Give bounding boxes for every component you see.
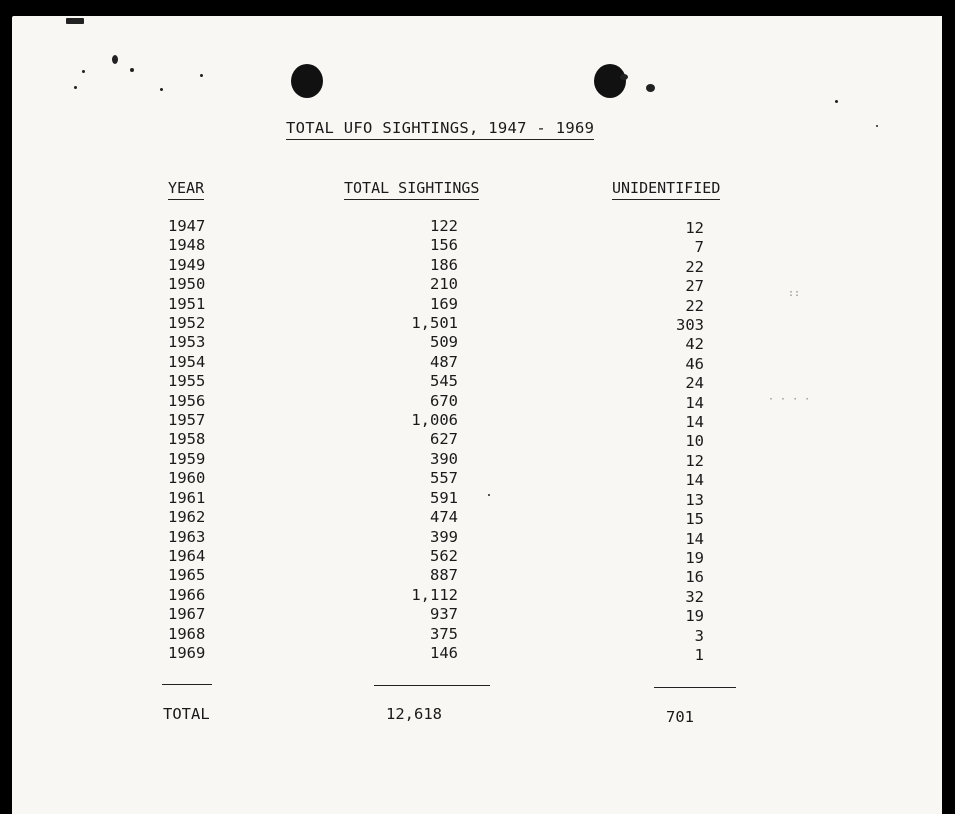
ink-speck bbox=[620, 74, 628, 80]
cell-year: 1951 bbox=[168, 294, 206, 313]
ink-speck bbox=[488, 494, 490, 496]
cell-total-sightings: 545 bbox=[430, 372, 458, 391]
cell-unidentified: 24 bbox=[685, 374, 704, 393]
cell-year: 1966 bbox=[168, 585, 206, 604]
ink-speck bbox=[130, 68, 134, 72]
cell-total-sightings: 122 bbox=[430, 217, 458, 235]
ink-speck bbox=[66, 18, 84, 24]
cell-year: 1957 bbox=[168, 411, 206, 430]
ink-speck bbox=[82, 70, 85, 73]
total-sightings-column bbox=[340, 217, 458, 663]
cell-unidentified: 14 bbox=[685, 529, 704, 548]
cell-total-sightings: 186 bbox=[430, 255, 458, 274]
ink-speck bbox=[112, 55, 118, 64]
sightings-total-rule bbox=[374, 685, 490, 686]
cell-unidentified: 19 bbox=[685, 548, 704, 567]
cell-year: 1955 bbox=[168, 372, 206, 391]
cell-total-sightings: 627 bbox=[430, 430, 458, 449]
cell-total-sightings: 1,006 bbox=[411, 411, 458, 430]
cell-total-sightings: 562 bbox=[430, 546, 458, 565]
cell-year: 1954 bbox=[168, 352, 206, 371]
cell-year: 1958 bbox=[168, 430, 206, 449]
cell-total-sightings: 156 bbox=[430, 236, 458, 255]
cell-total-sightings: 887 bbox=[430, 566, 458, 585]
unidentified-column bbox=[640, 219, 704, 665]
cell-year: 1953 bbox=[168, 333, 206, 352]
scan-border-top bbox=[0, 0, 955, 16]
bleed-through-mark: · · · · bbox=[768, 394, 811, 405]
cell-year: 1961 bbox=[168, 488, 206, 507]
cell-total-sightings: 557 bbox=[430, 469, 458, 488]
ink-speck bbox=[200, 74, 203, 77]
cell-total-sightings: 399 bbox=[430, 527, 458, 546]
cell-year: 1967 bbox=[168, 605, 206, 624]
cell-unidentified: 14 bbox=[685, 393, 704, 412]
cell-unidentified: 22 bbox=[685, 257, 704, 276]
cell-year: 1959 bbox=[168, 449, 206, 468]
ink-speck bbox=[160, 88, 163, 91]
year-total-rule bbox=[162, 684, 212, 685]
cell-unidentified: 15 bbox=[685, 510, 704, 529]
cell-unidentified: 1 bbox=[694, 645, 704, 664]
cell-unidentified: 32 bbox=[685, 587, 704, 606]
cell-total-sightings: 487 bbox=[430, 352, 458, 371]
ink-speck bbox=[835, 100, 838, 103]
cell-unidentified: 7 bbox=[694, 238, 704, 257]
cell-total-sightings: 375 bbox=[430, 624, 458, 643]
cell-total-sightings: 474 bbox=[430, 508, 458, 527]
total-unidentified-value: 701 bbox=[666, 708, 694, 726]
cell-unidentified: 12 bbox=[685, 451, 704, 470]
header-unidentified: UNIDENTIFIED bbox=[612, 180, 720, 200]
cell-year: 1948 bbox=[168, 236, 206, 255]
cell-total-sightings: 1,112 bbox=[411, 585, 458, 604]
cell-unidentified: 42 bbox=[685, 335, 704, 354]
cell-total-sightings: 1,501 bbox=[411, 314, 458, 333]
cell-year: 1963 bbox=[168, 527, 206, 546]
cell-unidentified: 14 bbox=[685, 413, 704, 432]
cell-unidentified: 22 bbox=[685, 296, 704, 315]
punch-hole-right bbox=[594, 64, 626, 98]
cell-total-sightings: 670 bbox=[430, 391, 458, 410]
cell-year: 1947 bbox=[168, 217, 206, 235]
cell-total-sightings: 937 bbox=[430, 605, 458, 624]
cell-year: 1964 bbox=[168, 546, 206, 565]
page-title: TOTAL UFO SIGHTINGS, 1947 - 1969 bbox=[286, 120, 594, 140]
cell-unidentified: 3 bbox=[694, 626, 704, 645]
header-year: YEAR bbox=[168, 180, 204, 200]
cell-unidentified: 303 bbox=[676, 316, 704, 335]
total-label: TOTAL bbox=[163, 705, 210, 723]
year-column bbox=[168, 217, 205, 663]
cell-year: 1952 bbox=[168, 314, 206, 333]
bleed-through-mark: :: bbox=[788, 288, 801, 299]
cell-unidentified: 16 bbox=[685, 568, 704, 587]
header-total-sightings: TOTAL SIGHTINGS bbox=[344, 180, 479, 200]
punch-hole-left bbox=[291, 64, 323, 98]
cell-year: 1949 bbox=[168, 255, 206, 274]
cell-year: 1968 bbox=[168, 624, 206, 643]
cell-year: 1962 bbox=[168, 508, 206, 527]
cell-year: 1969 bbox=[168, 643, 206, 662]
total-sightings-value: 12,618 bbox=[386, 705, 442, 723]
cell-total-sightings: 146 bbox=[430, 643, 458, 662]
cell-year: 1950 bbox=[168, 275, 206, 294]
cell-total-sightings: 210 bbox=[430, 275, 458, 294]
cell-year: 1960 bbox=[168, 469, 206, 488]
cell-unidentified: 12 bbox=[685, 219, 704, 237]
cell-unidentified: 13 bbox=[685, 490, 704, 509]
cell-unidentified: 14 bbox=[685, 471, 704, 490]
cell-total-sightings: 509 bbox=[430, 333, 458, 352]
cell-total-sightings: 591 bbox=[430, 488, 458, 507]
ink-speck bbox=[646, 84, 655, 92]
scan-border-right bbox=[942, 0, 955, 814]
unidentified-total-rule bbox=[654, 687, 736, 688]
cell-unidentified: 27 bbox=[685, 277, 704, 296]
cell-unidentified: 46 bbox=[685, 354, 704, 373]
ink-speck bbox=[74, 86, 77, 89]
cell-year: 1956 bbox=[168, 391, 206, 410]
ink-speck bbox=[876, 125, 878, 127]
cell-unidentified: 10 bbox=[685, 432, 704, 451]
cell-year: 1965 bbox=[168, 566, 206, 585]
cell-total-sightings: 390 bbox=[430, 449, 458, 468]
cell-total-sightings: 169 bbox=[430, 294, 458, 313]
cell-unidentified: 19 bbox=[685, 607, 704, 626]
